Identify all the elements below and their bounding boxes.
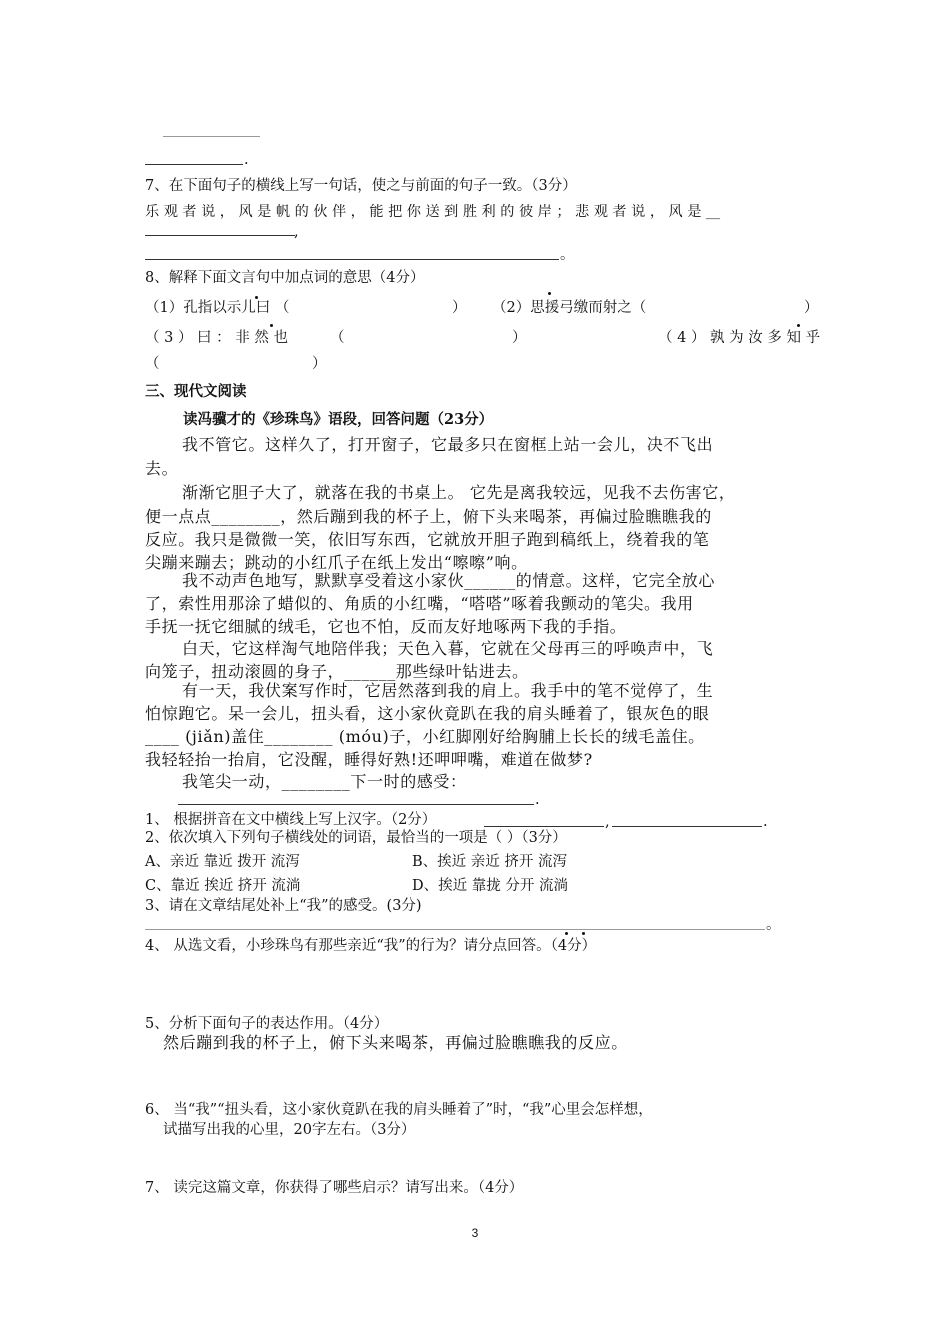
passage-line: 白天，它这样淘气地陪伴我；天色入暮，它就在父母再三的呼唤声中，飞: [182, 639, 714, 658]
q8-item-1: （1）孔指以示儿曰 （: [145, 300, 290, 316]
answer-line[interactable]: [145, 235, 295, 236]
q8-item-3-close: ）: [512, 330, 527, 346]
q8-item-2-close: ）: [804, 300, 819, 316]
reading-q2: 2、依次填入下列句子横线处的词语，最恰当的一项是（ ）（3分）: [145, 830, 567, 846]
passage-line: 渐渐它胆子大了，就落在我的书桌上。 它先是离我较远，见我不去伤害它，: [182, 483, 736, 502]
passage-line: 去。: [145, 459, 179, 478]
answer-line[interactable]: [145, 259, 559, 260]
passage-line: 我不动声色地写，默默享受着这小家伙______的情意。这样，它完全放心: [182, 571, 716, 590]
passage-line: 反应。我只是微微一笑，依旧写东西，它就放开胆子跑到稿纸上，绕着我的笔: [145, 530, 710, 549]
passage-line: 我笔尖一动，________下一时的感受：: [182, 772, 467, 791]
q1-separator: ,: [605, 814, 610, 830]
passage-line: 了，索性用那涂了蜡似的、角质的小红嘴，“嗒嗒”啄着我颤动的笔尖。我用: [145, 594, 694, 613]
answer-line[interactable]: [163, 136, 260, 137]
q1-end: .: [763, 814, 768, 830]
answer-line[interactable]: [484, 826, 604, 827]
answer-line[interactable]: [145, 164, 243, 165]
reading-q7: 7、 读完这篇文章，你获得了哪些启示？请写出来。（4分）: [145, 1180, 524, 1196]
reading-q5: 5、分析下面句子的表达作用。（4分）: [145, 1016, 389, 1032]
q2-option-c[interactable]: C、靠近 挨近 挤开 流淌: [145, 878, 301, 894]
q8-item-2: （2）思援弓缴而射之（: [492, 300, 647, 316]
q2-option-b[interactable]: B、挨近 亲近 挤开 流泻: [412, 854, 567, 870]
reading-q4: 4、 从选文看，小珍珠鸟有那些亲近“我”的行为？请分点回答。（4分）: [145, 938, 597, 954]
emphasis-dot: [255, 296, 258, 299]
emphasis-dot: [270, 324, 273, 327]
question-7-title: 7、在下面句子的横线上写一句话，使之与前面的句子一致。（3分）: [145, 178, 577, 194]
passage-line: 我不管它。这样久了，打开窗子，它最多只在窗框上站一会儿，决不飞出: [182, 435, 714, 454]
q5-quote: 然后蹦到我的杯子上，俯下头来喝茶，再偏过脸瞧瞧我的反应。: [163, 1033, 628, 1052]
line-end-period: .: [244, 152, 249, 168]
passage-line: 手抚一抚它细腻的绒毛，它也不怕，反而友好地啄两下我的手指。: [145, 617, 627, 636]
question-7-sentence: 乐 观 者 说 ， 风 是 帆 的 伙 伴 ， 能 把 你 送 到 胜 利 的 彼 岸 ； 悲 观 者 说 ， 风 是 __: [145, 204, 721, 220]
passage-line: 我轻轻抬一抬肩，它没醒，睡得好熟!还呷呷嘴，难道在做梦?: [145, 750, 593, 769]
emphasis-dot: [582, 932, 585, 935]
passage-line: 怕惊跑它。呆一会儿，扭头看，这小家伙竟趴在我的肩头睡着了，银灰色的眼: [145, 704, 710, 723]
line-end-period: .: [535, 792, 540, 808]
question-8-title: 8、解释下面文言句中加点词的意思（4分）: [145, 270, 425, 286]
reading-q6-line1: 6、 当“我”“扭头看，这小家伙竟趴在我的肩头睡着了”时，“我”心里会怎样想，: [145, 1102, 653, 1118]
emphasis-dot: [565, 932, 568, 935]
emphasis-dot: [548, 292, 551, 295]
q2-option-d[interactable]: D、挨近 靠拢 分开 流淌: [412, 878, 568, 894]
q8-item-3-open: （: [330, 330, 345, 346]
emphasis-dot: [797, 324, 800, 327]
q8-item-4-open: （: [145, 356, 160, 372]
reading-q1: 1、 根据拼音在文中横线上写上汉字。（2分）: [145, 812, 437, 828]
passage-line: ____ (jiǎn)盖住________ (móu)子，小红脚刚好给胸脯上长长的绒毛盖住。: [145, 727, 705, 746]
question-7-end: 。: [560, 247, 575, 263]
q8-item-4-close: ）: [312, 356, 327, 372]
reading-q6-line2: 试描写出我的心里，20字左右。（3分）: [163, 1122, 416, 1138]
q8-item-3: （ 3 ） 曰 ： 非 然 也: [145, 330, 288, 346]
passage-line: 尖蹦来蹦去；跳动的小红爪子在纸上发出“嚓嚓”响。: [145, 553, 528, 572]
section-title: 三、现代文阅读: [145, 383, 247, 400]
answer-line[interactable]: [612, 826, 762, 827]
q8-item-1-close: ）: [452, 300, 467, 316]
q3-end: 。: [766, 917, 781, 933]
reading-q3: 3、请在文章结尾处补上“我”的感受。(3分): [145, 898, 422, 914]
page-number: 3: [471, 1226, 479, 1240]
q2-option-a[interactable]: A、亲近 靠近 拨开 流泻: [145, 854, 300, 870]
question-7-comma: ,: [294, 224, 299, 240]
passage-line: 向笼子，扭动滚圆的身子，______那些绿叶钻进去。: [145, 662, 529, 681]
passage-line: 便一点点________，然后蹦到我的杯子上，俯下头来喝茶，再偏过脸瞧瞧我的: [145, 507, 712, 526]
reading-subtitle: 读冯骥才的《珍珠鸟》语段，回答问题（23分）: [183, 411, 494, 428]
passage-line: 有一天，我伏案写作时，它居然落到我的肩上。我手中的笔不觉停了，生: [182, 681, 714, 700]
q8-item-4: （ 4 ） 孰 为 汝 多 知 乎: [658, 330, 821, 346]
answer-line[interactable]: [178, 804, 534, 805]
answer-line[interactable]: [145, 929, 765, 930]
